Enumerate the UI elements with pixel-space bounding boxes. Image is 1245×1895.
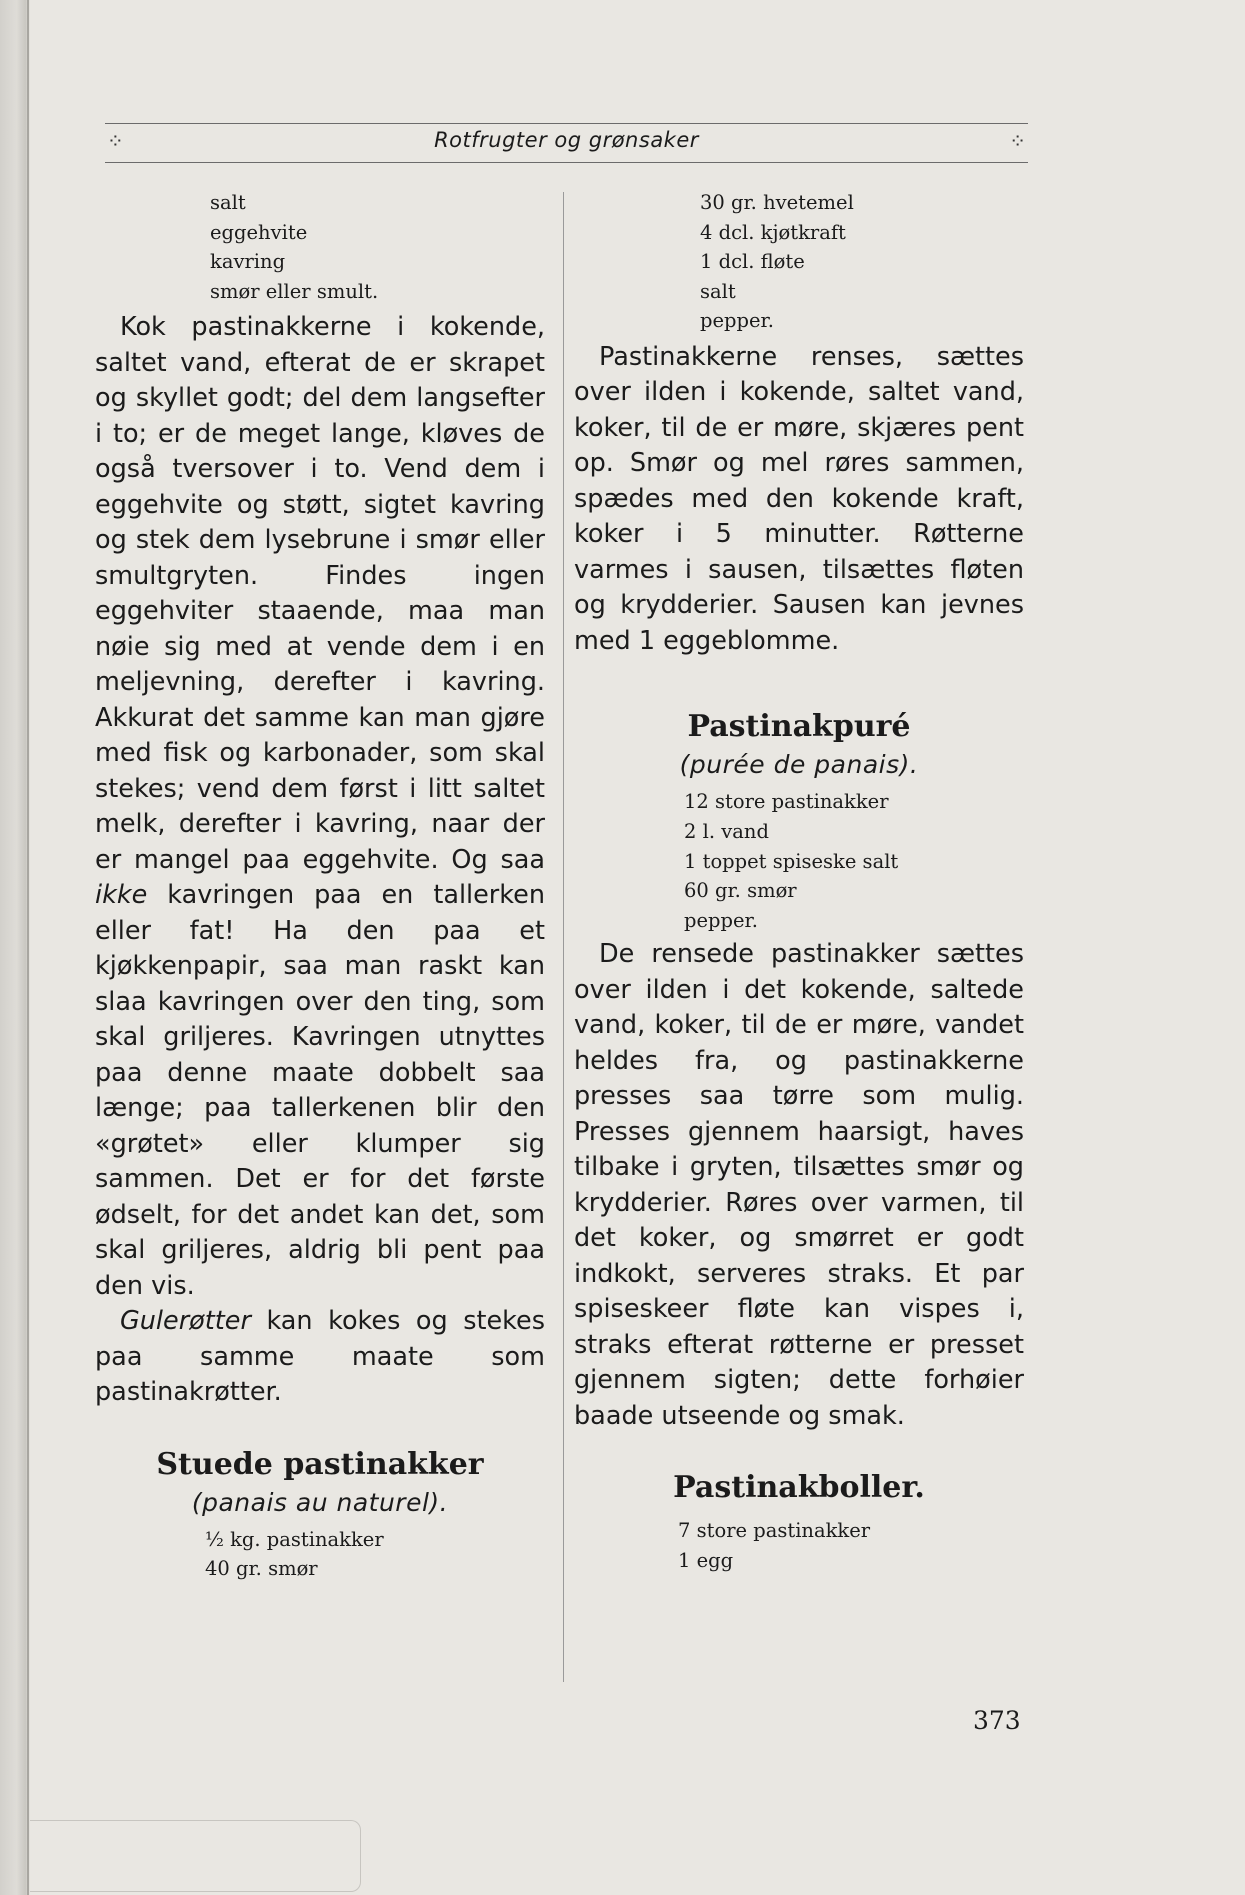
recipe-subtitle: (purée de panais).	[679, 750, 919, 780]
emphasis-text: ikke	[95, 880, 148, 911]
ingredient-list-top-left	[210, 188, 545, 306]
ingredient-item: salt	[700, 279, 736, 303]
spine-edge	[27, 0, 29, 1895]
paragraph-text: kan kokes og stekes paa samme maate som pastinakrøtter.	[95, 1306, 545, 1408]
paragraph-breading	[95, 310, 545, 1304]
ornament-right-icon: ⁘	[1009, 129, 1026, 153]
ingredient-item: eggehvite	[210, 220, 308, 244]
ingredient-item: 12 store pastinakker	[684, 790, 889, 814]
ingredient-item: salt	[210, 191, 246, 214]
ingredient-item: 30 gr. hvetemel	[700, 191, 854, 214]
ingredient-item: 2 l. vand	[684, 820, 769, 844]
ornament-left-icon: ⁘	[107, 129, 124, 153]
ingredient-item: 40 gr. smør	[205, 1557, 318, 1581]
header-title: Rotfrugter og grønsaker	[434, 128, 699, 152]
ingredient-item: 4 dcl. kjøtkraft	[700, 220, 846, 244]
ingredient-item: 1 dcl. fløte	[700, 250, 805, 274]
ingredient-list-top-right	[700, 188, 1024, 336]
emphasis-text: Gulerøtter	[120, 1306, 251, 1337]
ingredient-item: 7 store pastinakker	[678, 1519, 871, 1543]
scan-artifact-box	[30, 1820, 361, 1892]
recipe-subtitle: (panais au naturel).	[191, 1487, 449, 1517]
ingredient-list	[678, 1516, 1024, 1575]
page-number: 373	[973, 1706, 1021, 1735]
paragraph-pure: De rensede pastinakker sættes over ilden i det kokende, saltede vand, koker, til de er møre, vandet heldes fra, og pastinakkerne presses saa tørre som mulig. Presses gjennem haarsigt, haves tilbake i gryten, tilsættes smør og krydderier. Røres over varmen, til det koker, og smørret er godt indkokt, serveres straks. Et par spiseskeer fløte kan vispes i, straks efterat røtterne er presset gjennem sigten; dette forhøier baade utseende og smak.	[574, 939, 1024, 1431]
recipe-title: Stuede pastinakker	[156, 1446, 484, 1482]
recipe-title: Pastinakboller.	[673, 1470, 925, 1506]
ingredient-item: 1 toppet spiseske salt	[684, 849, 899, 873]
paragraph-text: kavringen paa en tallerken eller fat! Ha den paa et kjøkkenpapir, saa man raskt kan slaa kavringen over den ting, som skal griljeres. Kavringen utnyttes paa denne maate dobbelt saa længe; paa tallerkenen blir den «grøtet» eller klumper sig sammen. Det er for det første ødselt, for det andet kan det, som skal griljeres, aldrig bli pent paa den vis.	[95, 880, 545, 1301]
ingredient-list	[205, 1525, 545, 1584]
paragraph-text: Kok pastinakkerne i kokende, saltet vand, efterat de er skrapet og skyllet godt; del dem langsefter i to; er de meget lange, kløves de også tversover i to. Vend dem i eggehvite og støtt, sigtet kavring og stek dem lysebrune i smør eller smultgryten. Findes ingen eggehviter staaende, maa man nøie sig med at vende dem i en meljevning, derefter i kavring. Akkurat det samme kan man gjøre med fisk og karbonader, som skal stekes; vend dem først i litt saltet melk, derefter i kavring, naar der er mangel paa eggehvite. Og saa	[95, 312, 545, 875]
ingredient-item: 60 gr. smør	[684, 879, 797, 903]
ingredient-item: smør eller smult.	[210, 279, 379, 303]
column-divider	[563, 192, 564, 1682]
running-header	[105, 123, 1028, 163]
ingredient-item: kavring	[210, 250, 286, 274]
ingredient-item: ½ kg. pastinakker	[205, 1527, 384, 1551]
ingredient-item: pepper.	[684, 908, 758, 932]
paragraph-gulerotter	[95, 1304, 545, 1411]
paragraph-stuede: Pastinakkerne renses, sættes over ilden i kokende, saltet vand, koker, til de er møre, skjæres pent op. Smør og mel røres sammen, spædes med den kokende kraft, koker i 5 minutter. Røtterne varmes i sausen, tilsættes fløten og krydderier. Sausen kan jevnes med 1 eggeblomme.	[574, 341, 1024, 656]
right-column	[574, 188, 1024, 1576]
left-column	[95, 188, 545, 1584]
book-spine	[0, 0, 30, 1895]
ingredient-list	[684, 787, 1024, 935]
ingredient-item: 1 egg	[678, 1549, 734, 1573]
ingredient-item: pepper.	[700, 309, 774, 333]
recipe-title: Pastinakpuré	[687, 709, 911, 745]
